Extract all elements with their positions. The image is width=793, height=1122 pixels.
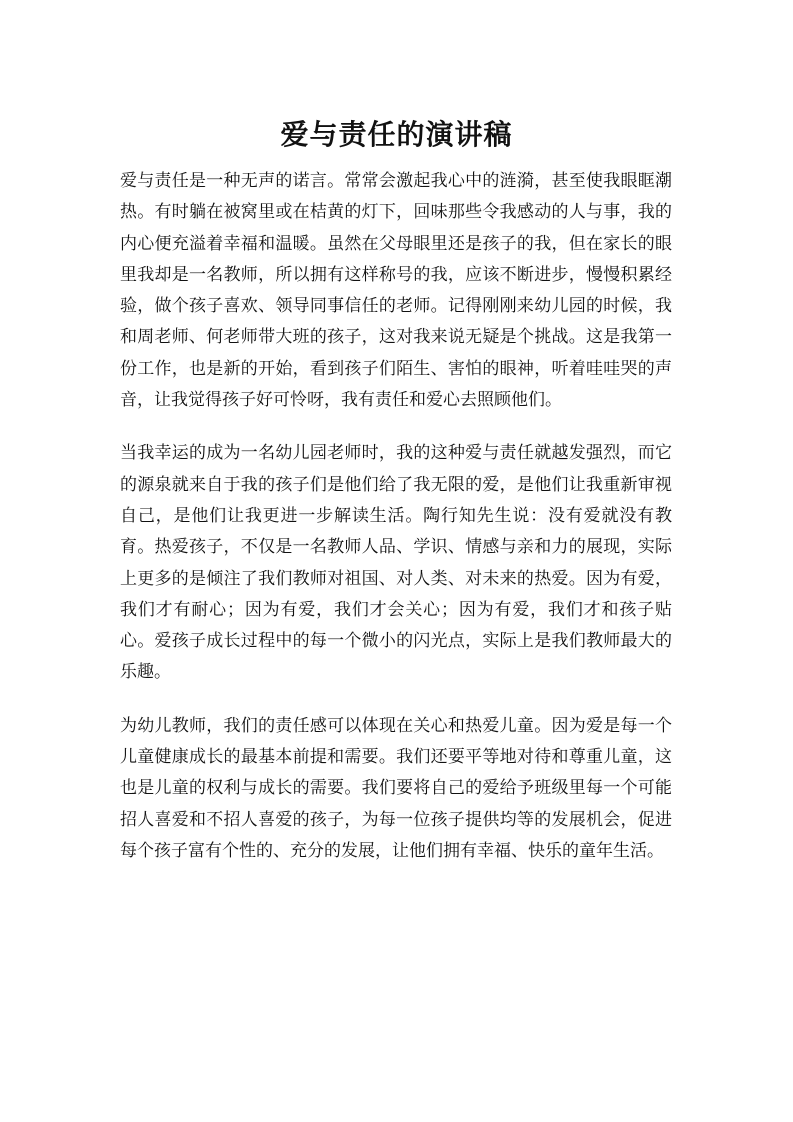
document-title: 爱与责任的演讲稿 — [280, 117, 513, 151]
paragraph-2: 当我幸运的成为一名幼儿园老师时，我的这种爱与责任就越发强烈，而它的源泉就来自于我的孩子们是他们给了我无限的爱，是他们让我重新审视自己，是他们让我更进一步解读生活。陶行知先生说：没有爱就没有教育。热爱孩子，不仅是一名教师人品、学识、情感与亲和力的展现，实际上更多的是倾注了我们教师对祖国、对人类、对未来的热爱。因为有爱，我们才有耐心；因为有爱，我们才会关心；因为有爱，我们才和孩子贴心。爱孩子成长过程中的每一个微小的闪光点，实际上是我们教师最大的乐趣。 — [120, 443, 672, 683]
paragraph-1: 爱与责任是一种无声的诺言。常常会激起我心中的涟漪，甚至使我眼眶潮热。有时躺在被窝里或在桔黄的灯下，回味那些令我感动的人与事，我的内心便充溢着幸福和温暖。虽然在父母眼里还是孩子的我，但在家长的眼里我却是一名教师，所以拥有这样称号的我，应该不断进步，慢慢积累经验，做个孩子喜欢、领导同事信任的老师。记得刚刚来幼儿园的时候，我和周老师、何老师带大班的孩子，这对我来说无疑是个挑战。这是我第一份工作，也是新的开始，看到孩子们陌生、害怕的眼神，听着哇哇哭的声音，让我觉得孩子好可怜呀，我有责任和爱心去照顾他们。 — [120, 171, 672, 411]
document-body — [120, 166, 672, 889]
paragraph-3: 为幼儿教师，我们的责任感可以体现在关心和热爱儿童。因为爱是每一个儿童健康成长的最基本前提和需要。我们还要平等地对待和尊重儿童，这也是儿童的权利与成长的需要。我们要将自己的爱给予班级里每一个可能招人喜爱和不招人喜爱的孩子，为每一位孩子提供均等的发展机会，促进每个孩子富有个性的、充分的发展，让他们拥有幸福、快乐的童年生活。 — [120, 715, 672, 861]
